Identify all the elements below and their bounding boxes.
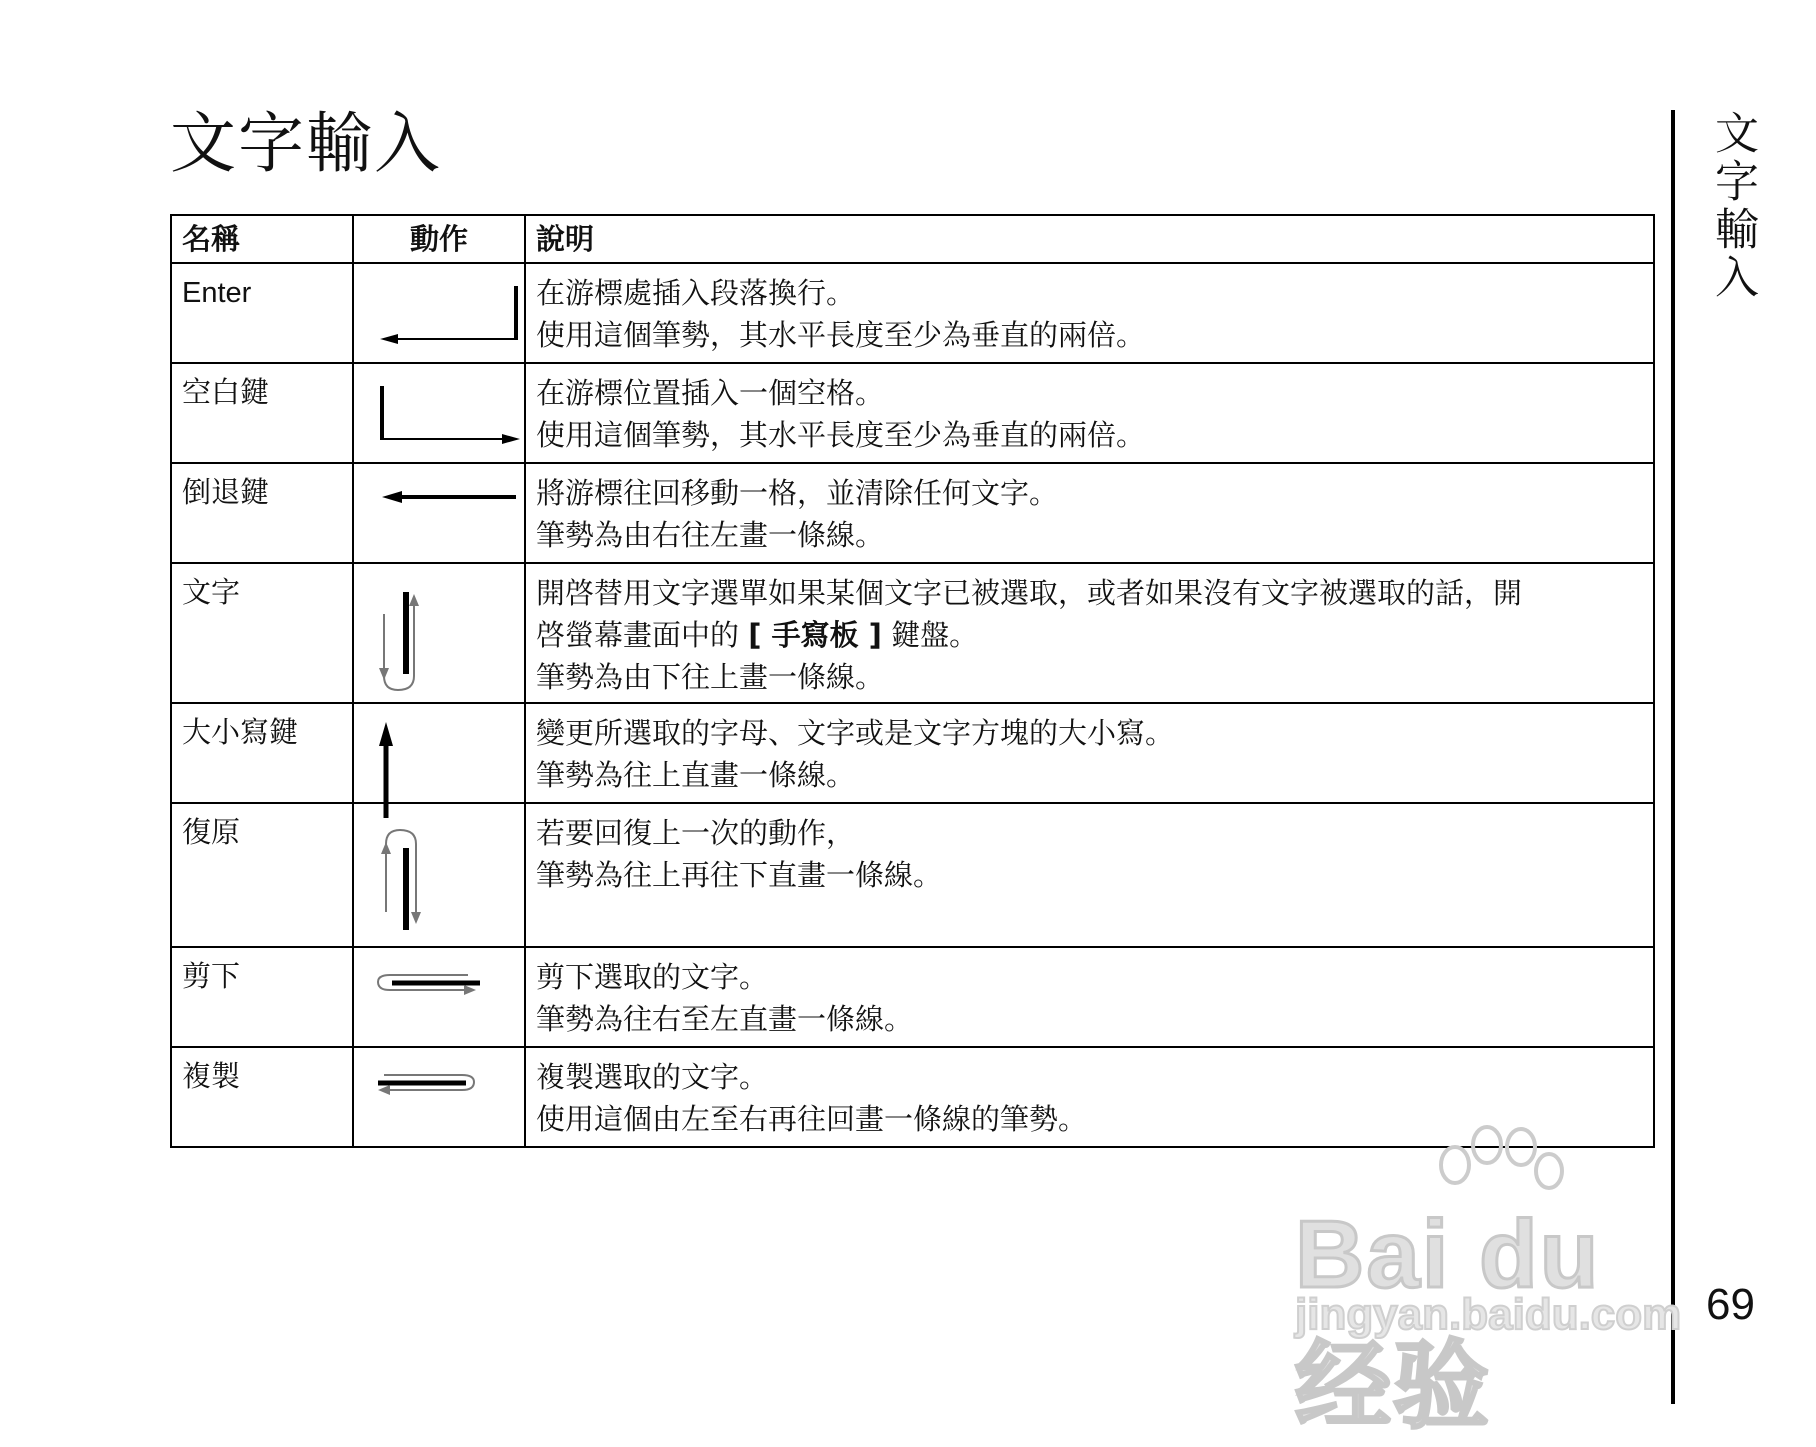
page-number: 69 (1706, 1280, 1755, 1329)
gesture-name: 複製 (171, 1047, 353, 1147)
description-line: 變更所選取的字母、文字或是文字方塊的大小寫。 (536, 716, 1175, 750)
gesture-description (525, 1047, 1654, 1147)
description-line: 在游標處插入段落換行。 (536, 276, 856, 310)
page-title: 文字輸入 (170, 105, 442, 182)
table-header-row (171, 215, 1654, 263)
description-text: 啓螢幕畫面中的 (536, 618, 749, 652)
gesture-description (525, 563, 1654, 703)
gesture-description (525, 363, 1654, 463)
gesture-description (525, 803, 1654, 947)
description-line: 筆勢為往右至左直畫一條線。 (536, 1002, 914, 1036)
gesture-action (353, 1047, 525, 1147)
gesture-name: 大小寫鍵 (171, 703, 353, 803)
header-description: 說明 (525, 215, 1654, 263)
description-line: 開啓替用文字選單如果某個文字已被選取，或者如果沒有文字被選取的話，開 (536, 576, 1523, 610)
table-row (171, 803, 1654, 947)
description-line: 使用這個筆勢，其水平長度至少為垂直的兩倍。 (536, 318, 1146, 352)
text-gesture-icon (364, 572, 536, 702)
description-line: 筆勢為往上直畫一條線。 (536, 758, 856, 792)
caps-gesture-icon (364, 712, 536, 802)
gesture-action (353, 463, 525, 563)
table-row (171, 703, 1654, 803)
gesture-name: Enter (171, 263, 353, 363)
description-line: 筆勢為由右往左畫一條線。 (536, 518, 885, 552)
gesture-name: 倒退鍵 (171, 463, 353, 563)
gesture-description (525, 703, 1654, 803)
gesture-action (353, 947, 525, 1047)
enter-gesture-icon (364, 272, 536, 362)
gesture-action (353, 703, 525, 803)
table-row (171, 947, 1654, 1047)
gesture-action (353, 803, 525, 947)
gesture-name: 復原 (171, 803, 353, 947)
gesture-table (170, 214, 1655, 1148)
backspace-gesture-icon (364, 472, 536, 562)
watermark-logo: Bai du 经验 (1295, 1201, 1601, 1440)
header-name: 名稱 (171, 215, 353, 263)
baidu-watermark (1295, 1125, 1682, 1440)
description-text: 鍵盤。 (881, 618, 979, 652)
description-line: 複製選取的文字。 (536, 1060, 769, 1094)
copy-gesture-icon (364, 1056, 536, 1146)
description-line: 剪下選取的文字。 (536, 960, 769, 994)
gesture-action (353, 363, 525, 463)
description-line: 將游標往回移動一格，並清除任何文字。 (536, 476, 1059, 510)
handwriting-pad-label: [ 手寫板 ] (748, 618, 882, 652)
description-line: 筆勢為由下往上畫一條線。 (536, 660, 885, 694)
description-line: 使用這個由左至右再往回畫一條線的筆勢。 (536, 1102, 1088, 1136)
header-action: 動作 (353, 215, 525, 263)
gesture-name: 剪下 (171, 947, 353, 1047)
gesture-action (353, 563, 525, 703)
description-line: 使用這個筆勢，其水平長度至少為垂直的兩倍。 (536, 418, 1146, 452)
watermark-url: jingyan.baidu.com (1295, 1290, 1682, 1339)
table-row (171, 363, 1654, 463)
gesture-name: 空白鍵 (171, 363, 353, 463)
description-line (536, 614, 1643, 656)
gesture-action (353, 263, 525, 363)
table-row (171, 463, 1654, 563)
description-line: 若要回復上一次的動作， (536, 816, 856, 850)
description-line: 在游標位置插入一個空格。 (536, 376, 885, 410)
gesture-description (525, 263, 1654, 363)
side-rule (1671, 110, 1675, 1404)
space-gesture-icon (364, 372, 536, 462)
table-row (171, 563, 1654, 703)
undo-gesture-icon (364, 812, 536, 946)
gesture-description (525, 463, 1654, 563)
description-line: 筆勢為往上再往下直畫一條線。 (536, 858, 943, 892)
gesture-name: 文字 (171, 563, 353, 703)
cut-gesture-icon (364, 956, 536, 1046)
side-chapter-title: 文字輸入 (1707, 110, 1758, 302)
table-row (171, 1047, 1654, 1147)
table-row (171, 263, 1654, 363)
gesture-description (525, 947, 1654, 1047)
